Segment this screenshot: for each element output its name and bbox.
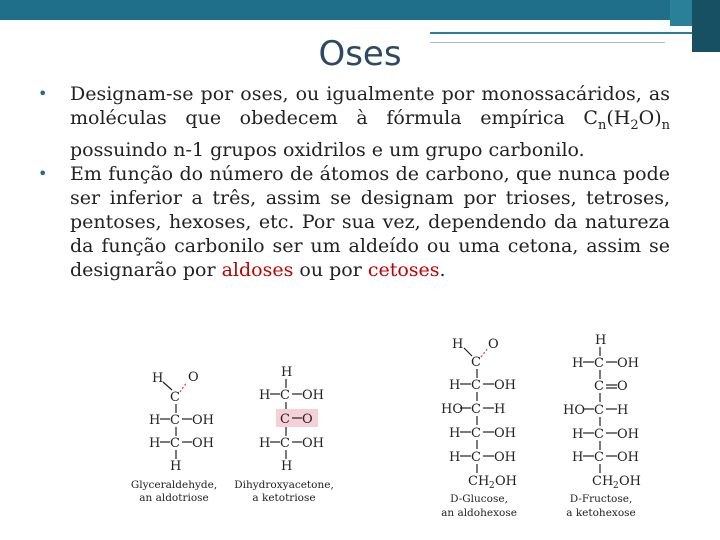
svg-text:OH: OH [192,436,214,451]
header-accent-block-2 [670,0,692,26]
glyceraldehyde-caption-2: an aldotriose [139,492,209,504]
svg-text:C: C [280,388,290,403]
header-bar [0,0,720,20]
svg-text:H: H [281,365,293,380]
bullet-2-text: ou por [293,258,368,281]
subscript: 2 [630,117,639,133]
svg-text:H: H [152,371,164,386]
bullet-1-text: possuindo n-1 grupos oxidrilos e um grupo carbonilo. [70,138,585,161]
glyceraldehyde-caption-1: Glyceraldehyde, [130,479,218,491]
svg-text:OH: OH [302,388,324,403]
bullet-2 [38,162,670,282]
svg-text:C: C [594,450,604,465]
svg-text:H: H [572,450,584,465]
svg-text:H: H [281,459,293,474]
bullet-1-text: (H [606,107,631,129]
svg-text:C: C [594,403,604,418]
svg-text:OH: OH [617,450,639,465]
svg-text:H: H [149,413,161,428]
svg-text:OH: OH [192,413,214,428]
svg-text:H: H [259,388,271,403]
svg-text:H: H [259,436,271,451]
svg-text:OH: OH [495,474,517,489]
svg-text:CH: CH [468,474,490,489]
glyceraldehyde-structure [149,370,214,474]
svg-text:HO: HO [441,402,463,417]
svg-text:O: O [488,337,499,352]
glucose-caption-1: D-Glucose, [450,493,508,505]
bullet-2-text: Em função do número de átomos de carbono, que nunca pode ser inferior a três, assim se designam por trioses, tetroses, pentoses, hexoses, etc. Por sua vez, dependendo da natureza da função carbonilo ser um aldeído ou uma cetona, assim se designarão por [70,162,670,281]
svg-text:C: C [280,412,290,427]
svg-text:OH: OH [617,356,639,371]
svg-text:H: H [452,337,464,352]
svg-text:OH: OH [302,436,324,451]
svg-text:OH: OH [619,474,641,489]
svg-text:H: H [449,450,461,465]
svg-text:O: O [188,370,199,385]
svg-text:H: H [449,378,461,393]
svg-text:OH: OH [494,450,516,465]
svg-text:C: C [471,378,481,393]
fructose-caption-1: D-Fructose, [569,493,633,505]
bullet-dot: • [38,163,48,183]
bullet-1-text: Designam-se por oses, ou igualmente por monossacáridos, as moléculas que obedecem à fórmula empírica C [70,83,670,129]
slide-body [38,82,670,282]
svg-text:C: C [594,356,604,371]
dihydroxyacetone-caption-1: Dihydroxyacetone, [234,479,334,491]
svg-text:C: C [471,450,481,465]
svg-text:C: C [170,390,180,405]
svg-text:C: C [471,355,481,370]
cetoses-highlight: cetoses [367,258,440,281]
fructose-caption-2: a ketohexose [566,507,636,519]
svg-text:OH: OH [494,378,516,393]
monosaccharide-structures-figure [0,330,720,540]
dihydroxyacetone-structure [259,365,324,474]
svg-text:C: C [170,413,180,428]
svg-text:HO: HO [563,403,585,418]
bullet-2-text: . [439,258,446,281]
svg-text:C: C [280,436,290,451]
svg-text:H: H [572,427,584,442]
svg-text:C: C [594,379,604,394]
aldoses-highlight: aldoses [221,258,294,281]
glucose-caption-2: an aldohexose [441,507,517,519]
svg-text:H: H [595,333,607,348]
svg-text:H: H [449,426,461,441]
svg-text:H: H [617,403,629,418]
glucose-structure [441,337,517,491]
svg-text:O: O [302,412,313,427]
bullet-1 [38,82,670,162]
svg-text:C: C [170,436,180,451]
slide-title: Oses [318,34,402,74]
svg-text:H: H [170,459,182,474]
svg-text:C: C [471,402,481,417]
svg-text:H: H [494,402,506,417]
svg-text:2: 2 [613,481,619,491]
fructose-structure [563,333,641,491]
svg-text:C: C [471,426,481,441]
svg-text:H: H [149,436,161,451]
svg-text:OH: OH [494,426,516,441]
svg-text:2: 2 [489,481,495,491]
subscript: n [597,117,607,133]
svg-text:O: O [617,379,628,394]
bullet-1-text: O) [638,107,662,129]
subscript: n [661,117,670,133]
svg-text:C: C [594,427,604,442]
dihydroxyacetone-caption-2: a ketotriose [252,492,316,504]
svg-text:H: H [572,356,584,371]
bullet-dot: • [38,84,48,103]
svg-text:CH: CH [592,474,614,489]
svg-text:OH: OH [617,427,639,442]
